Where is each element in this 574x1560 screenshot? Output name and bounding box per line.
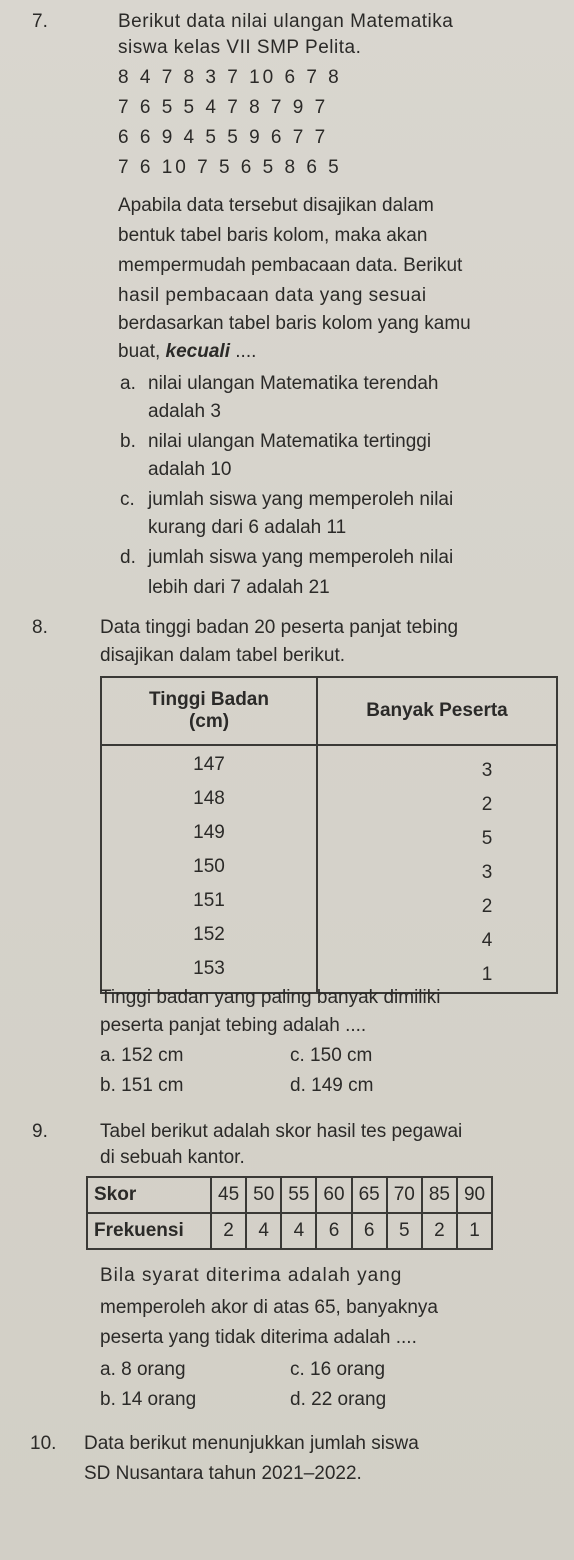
score-value: 50 [246,1177,281,1213]
height-value: 151 [193,890,225,911]
score-value: 45 [211,1177,246,1213]
count-value: 2 [481,896,493,917]
q7-option-b-label: b. [120,431,136,452]
height-value: 153 [193,958,225,979]
score-table [86,1176,493,1250]
score-row-header: Skor [87,1177,211,1213]
q7-option-d-label: d. [120,547,136,568]
q8-number: 8. [32,617,48,638]
q7-line-1: Berikut data nilai ulangan Matematika [118,11,454,32]
q8-line-1: Data tinggi badan 20 peserta panjat tebing [100,617,459,638]
q7-data-row-1: 8 4 7 8 3 7 10 6 7 8 [118,67,342,88]
score-value: 60 [316,1177,351,1213]
q7-prompt-3: mempermudah pembacaan data. Berikut [118,255,463,276]
frequency-value: 4 [246,1213,281,1249]
q7-prompt-6 [118,338,256,366]
height-value: 150 [193,856,225,877]
height-table [100,676,558,994]
score-value: 65 [352,1177,387,1213]
q10-line-1: Data berikut menunjukkan jumlah siswa [84,1433,419,1454]
height-column [101,745,317,993]
q7-prompt-4: hasil pembacaan data yang sesuai [118,285,427,306]
height-column-header [101,677,317,745]
count-column-header: Banyak Peserta [317,677,557,745]
q10-number: 10. [30,1433,57,1454]
q8-line-2: disajikan dalam tabel berikut. [100,645,346,666]
count-value: 3 [481,862,493,883]
q7-option-d-line-1: jumlah siswa yang memperoleh nilai [148,547,454,568]
q7-option-a-line-1: nilai ulangan Matematika terendah [148,373,439,394]
frequency-value: 6 [352,1213,387,1249]
q7-option-b-line-2: adalah 10 [148,459,232,480]
q7-prompt-1: Apabila data tersebut disajikan dalam [118,195,434,216]
q8-question-2: peserta panjat tebing adalah .... [100,1015,367,1036]
q9-option-c: c. 16 orang [290,1359,386,1380]
score-value: 90 [457,1177,492,1213]
q7-prompt-emphasis: kecuali [165,341,230,362]
frequency-value: 5 [387,1213,422,1249]
q7-option-a-line-2: adalah 3 [148,401,221,422]
q7-option-a-label: a. [120,373,136,394]
height-header-line-2: (cm) [188,711,230,732]
q9-number: 9. [32,1121,48,1142]
q7-option-c-line-1: jumlah siswa yang memperoleh nilai [148,489,454,510]
score-value: 85 [422,1177,457,1213]
q9-option-b: b. 14 orang [100,1389,197,1410]
q7-prompt-6-end: .... [229,341,257,362]
count-value: 1 [481,964,493,985]
frequency-value: 4 [281,1213,316,1249]
q10-line-2: SD Nusantara tahun 2021–2022. [84,1463,362,1484]
q7-data-row-2: 7 6 5 5 4 7 8 7 9 7 [118,97,329,118]
q8-option-b: b. 151 cm [100,1075,184,1096]
q7-prompt-2: bentuk tabel baris kolom, maka akan [118,225,428,246]
score-value: 55 [281,1177,316,1213]
q7-option-b-line-1: nilai ulangan Matematika tertinggi [148,431,432,452]
q7-prompt-5: berdasarkan tabel baris kolom yang kamu [118,313,471,334]
count-column [317,745,557,993]
frequency-value: 2 [422,1213,457,1249]
q9-question-3: peserta yang tidak diterima adalah .... [100,1327,417,1348]
count-value: 3 [481,760,493,781]
q8-option-a: a. 152 cm [100,1045,184,1066]
count-value: 5 [481,828,493,849]
q8-option-d: d. 149 cm [290,1075,374,1096]
height-header-line-1: Tinggi Badan [149,689,269,710]
q8-question-1: Tinggi badan yang paling banyak dimiliki [100,987,441,1008]
frequency-value: 2 [211,1213,246,1249]
count-value: 4 [481,930,493,951]
score-value: 70 [387,1177,422,1213]
q7-option-d-line-2: lebih dari 7 adalah 21 [148,577,330,598]
q7-line-2: siswa kelas VII SMP Pelita. [118,37,362,58]
q9-line-2: di sebuah kantor. [100,1147,245,1168]
frequency-value: 6 [316,1213,351,1249]
q7-option-c-label: c. [120,489,135,510]
q9-question-1: Bila syarat diterima adalah yang [100,1265,403,1286]
count-value: 2 [481,794,493,815]
q9-option-a: a. 8 orang [100,1359,186,1380]
q7-data-row-4: 7 6 10 7 5 6 5 8 6 5 [118,157,342,178]
q9-option-d: d. 22 orang [290,1389,387,1410]
q9-question-2: memperoleh akor di atas 65, banyaknya [100,1297,438,1318]
height-value: 152 [193,924,225,945]
height-value: 148 [193,788,225,809]
height-value: 149 [193,822,225,843]
frequency-row-header: Frekuensi [87,1213,211,1249]
height-value: 147 [193,754,225,775]
q8-option-c: c. 150 cm [290,1045,373,1066]
q9-line-1: Tabel berikut adalah skor hasil tes pegawai [100,1121,463,1142]
q7-number: 7. [32,11,48,32]
frequency-value: 1 [457,1213,492,1249]
q7-prompt-6-text: buat, [118,341,166,362]
q7-option-c-line-2: kurang dari 6 adalah 11 [148,517,347,538]
q7-data-row-3: 6 6 9 4 5 5 9 6 7 7 [118,127,329,148]
